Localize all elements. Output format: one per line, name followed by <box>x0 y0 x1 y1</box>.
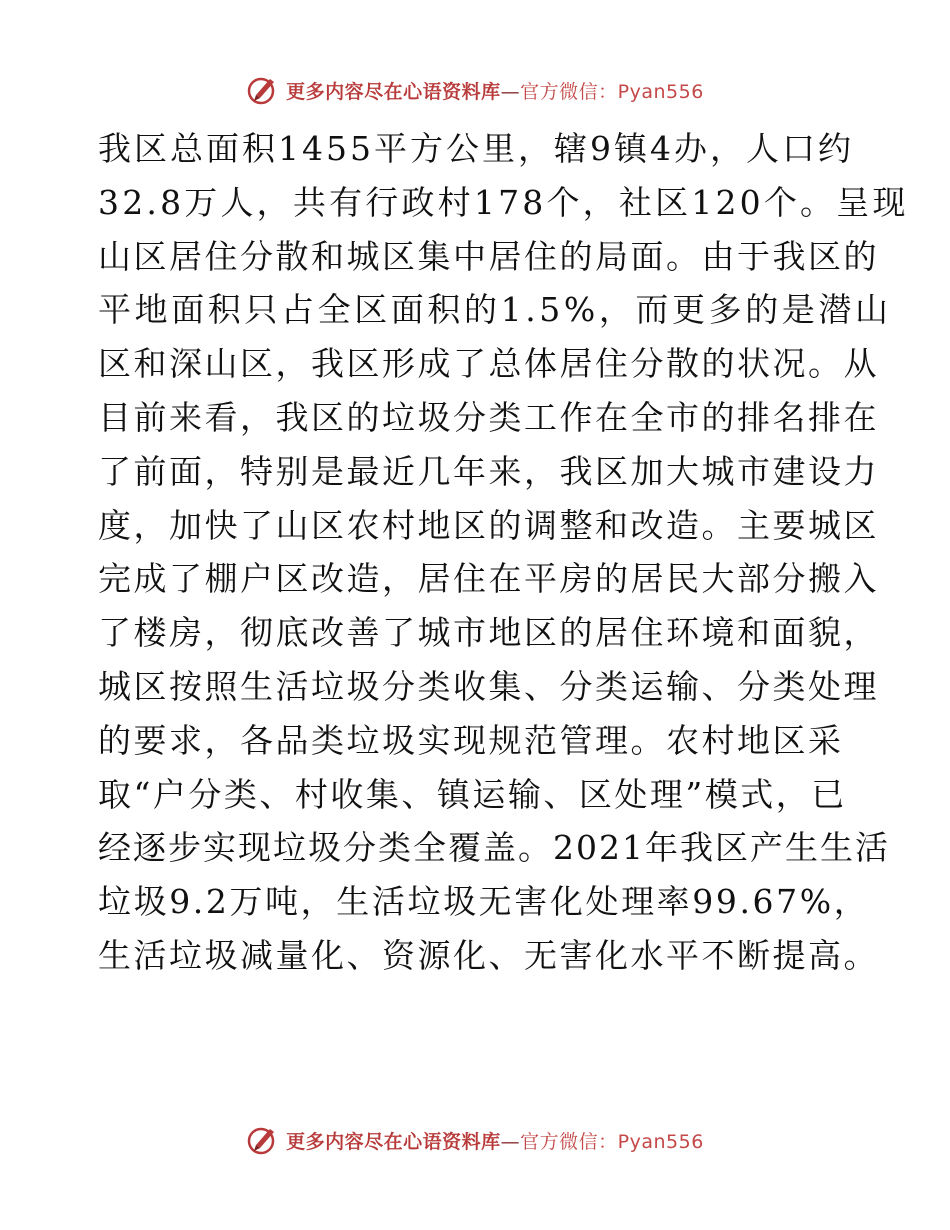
paragraph-line: 了楼房，彻底改善了城市地区的居住环境和面貌， <box>98 613 879 653</box>
paragraph-line: 城区按照生活垃圾分类收集、分类运输、分类处理 <box>98 666 879 706</box>
paragraph-line: 的要求，各品类垃圾实现规范管理。农村地区采 <box>98 720 844 760</box>
paragraph-line: 山区居住分散和城区集中居住的局面。由于我区的 <box>98 236 879 276</box>
paragraph-line: 我区总面积1455平方公里，辖9镇4办，人口约 <box>98 129 854 168</box>
watermark-brand: 更多内容尽在心语资料库 <box>286 80 501 103</box>
watermark-separator: — <box>500 1130 521 1153</box>
watermark-text <box>286 1127 704 1154</box>
paragraph-line: 经逐步实现垃圾分类全覆盖。2021年我区产生生活 <box>98 828 890 868</box>
footer-watermark <box>0 1120 950 1160</box>
paragraph-line: 取“户分类、村收集、镇运输、区处理”模式，已 <box>98 774 847 814</box>
paragraph-line: 度，加快了山区农村地区的调整和改造。主要城区 <box>98 505 879 545</box>
pen-logo-icon <box>246 73 280 107</box>
paragraph-line: 垃圾9.2万吨，生活垃圾无害化处理率99.67%， <box>98 882 870 922</box>
watermark-text <box>286 77 704 104</box>
pen-logo-icon <box>246 1123 280 1157</box>
paragraph-line: 目前来看，我区的垃圾分类工作在全市的排名排在 <box>98 397 879 437</box>
paragraph-line: 区和深山区，我区形成了总体居住分散的状况。从 <box>98 344 879 384</box>
watermark-brand: 更多内容尽在心语资料库 <box>286 1130 501 1153</box>
watermark-separator: — <box>500 80 521 103</box>
watermark-wechat: 官方微信：Pyan556 <box>520 80 704 103</box>
paragraph-line: 生活垃圾减量化、资源化、无害化水平不断提高。 <box>98 935 879 975</box>
paragraph-line: 完成了棚户区改造，居住在平房的居民大部分搬入 <box>98 559 879 599</box>
paragraph-line: 32.8万人，共有行政村178个，社区120个。呈现 <box>98 182 909 222</box>
body-paragraph <box>98 122 909 983</box>
header-watermark <box>0 70 950 110</box>
watermark-wechat: 官方微信：Pyan556 <box>520 1130 704 1153</box>
paragraph-line: 平地面积只占全区面积的1.5%，而更多的是潜山 <box>98 290 892 330</box>
paragraph-line: 了前面，特别是最近几年来，我区加大城市建设力 <box>98 451 879 491</box>
